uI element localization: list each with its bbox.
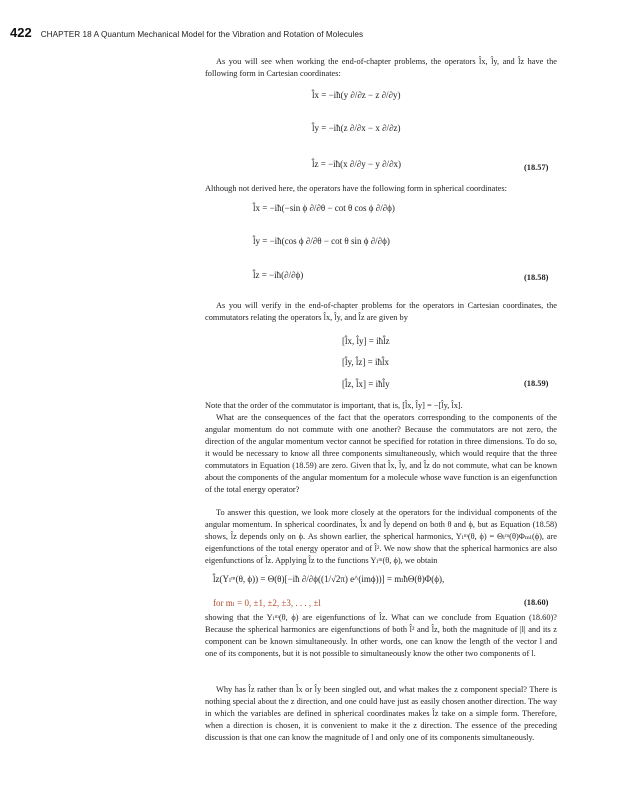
page-number: 422 [10, 25, 32, 40]
paragraph-consequences: What are the consequences of the fact that the operators corresponding to the components of the angular momentum do not commute with one another? Because the commutators are not zero, the direction of the angular momentum vector cannot be specified for rotation in three dimensions. To do so, it would be necessary to know all three components simultaneously, which would require that the three commutators in Equation (18.59) are zero. Given that l̂x, l̂y, and l̂z do not commute, what can be known about the components of the angular momentum for a molecule whose wave function is an eigenfunction of the total energy operator? [205, 413, 557, 494]
chapter-title: CHAPTER 18 A Quantum Mechanical Model for the Vibration and Rotation of Molecules [40, 30, 364, 39]
paragraph-intro: As you will see when working the end-of-chapter problems, the operators l̂x, l̂y, and l̂z have the following form in Cartesian coordinates: [205, 57, 557, 78]
equation-tag: (18.60) [524, 598, 549, 607]
paragraph-z-direction: Why has l̂z rather than l̂x or l̂y been singled out, and what makes the z component special? There is nothing special about the z direction, and one could have just as easily chosen another direction. The way in which the variables are defined in spherical coordinates makes l̂z take on a simple form. Therefore, when a direction is chosen, it is convenient to make it the z direction. The essence of the preceding discussion is that one can know the magnitude of l and only one of its components simultaneously. [205, 685, 557, 742]
equation-tag: (18.57) [524, 163, 549, 172]
equation-tag: (18.58) [524, 273, 549, 282]
paragraph-conclusion: showing that the Yₗᵐ(θ, ϕ) are eigenfunctions of l̂z. What can we conclude from Equation (18.60)? Because the spherical harmonics are eigenfunctions of both l̂² and l̂z, both the magnitude of |l| and its z component can be known simultaneously. In other words, one can know the length of the vector l and one of its components, but it is not possible to simultaneously know the other two components of l. [205, 613, 557, 658]
paragraph-spherical-intro: Although not derived here, the operators have the following form in spherical coordinates: [205, 184, 507, 193]
paragraph-order-note: Note that the order of the commutator is important, that is, [l̂x, l̂y] = −[l̂y, l̂x]. [205, 401, 463, 410]
equation-tag: (18.59) [524, 379, 549, 388]
paragraph-eigenfunctions: To answer this question, we look more closely at the operators for the individual components of the angular momentum. In spherical coordinates, l̂x and l̂y depend on both θ and ϕ, but as Equation (18.58) shows, l̂z depends only on ϕ. As shown earlier, the spherical harmonics, Yₗᵐ(θ, ϕ) = Θₗᵐ(θ)Φₘₗ(ϕ), are eigenfunctions of the total energy operator and of l̂². We now show that the spherical harmonics are also eigenfunctions of l̂z. Applying l̂z to the functions Yₗᵐ(θ, ϕ), we obtain [205, 508, 557, 565]
running-header [10, 25, 363, 41]
paragraph-commutators: As you will verify in the end-of-chapter problems for the operators in Cartesian coordinates, the commutators relating the operators l̂x, l̂y, and l̂z are given by [205, 301, 557, 322]
